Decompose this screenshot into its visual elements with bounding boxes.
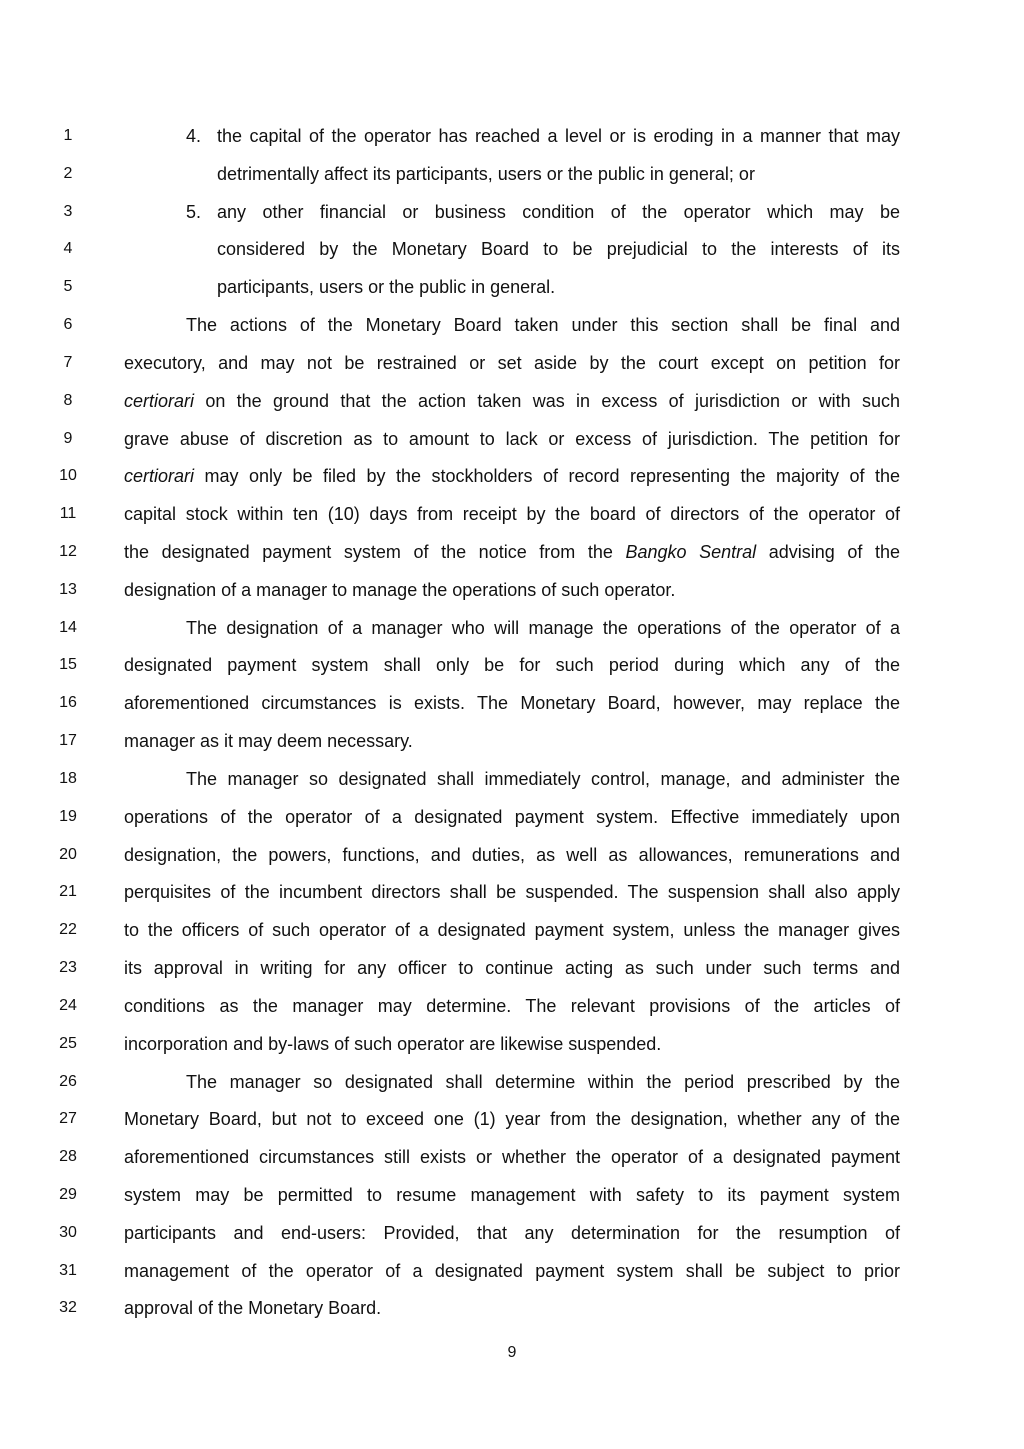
document-line (0, 1072, 1024, 1110)
line-number: 32 (59, 1299, 77, 1317)
document-line (0, 315, 1024, 353)
line-number: 31 (59, 1261, 77, 1279)
line-text (124, 504, 900, 524)
line-text (124, 693, 900, 713)
text-run: participants and end-users: Provided, that any determination for the resumption of (124, 1222, 900, 1243)
line-number: 28 (59, 1148, 77, 1166)
line-text (124, 920, 900, 940)
line-number: 25 (59, 1034, 77, 1052)
line-number: 22 (59, 921, 77, 939)
text-run: incorporation and by-laws of such operator are likewise suspended. (124, 1033, 662, 1054)
document-line (0, 693, 1024, 731)
line-number: 26 (59, 1072, 77, 1090)
line-text (124, 655, 900, 675)
text-run: The actions of the Monetary Board taken under this section shall be final and (186, 315, 900, 336)
line-text (124, 807, 900, 827)
document-line (0, 1223, 1024, 1261)
document-line (0, 958, 1024, 996)
document-line (0, 391, 1024, 429)
text-run: operations of the operator of a designated payment system. Effective immediately upon (124, 806, 900, 827)
line-text (124, 429, 900, 449)
line-number: 29 (59, 1185, 77, 1203)
line-number: 20 (59, 845, 77, 863)
document-line (0, 202, 1024, 240)
text-run: any other financial or business condition of the operator which may be (217, 201, 900, 222)
text-run: designated payment system shall only be for such period during which any of the (124, 655, 900, 676)
line-text (124, 353, 900, 373)
text-run: considered by the Monetary Board to be prejudicial to the interests of its (217, 239, 900, 260)
line-text (186, 315, 900, 335)
line-text (124, 1147, 900, 1167)
document-line (0, 466, 1024, 504)
italic-text: certiorari (124, 466, 195, 487)
text-run: the designated payment system of the notice from the (124, 542, 626, 563)
text-run: participants, users or the public in general. (217, 277, 556, 298)
document-line (0, 731, 1024, 769)
list-item-number: 4. (186, 126, 202, 146)
text-run: may only be filed by the stockholders of record representing the majority of the (194, 466, 900, 487)
line-number: 24 (59, 996, 77, 1014)
text-run: The designation of a manager who will manage the operations of the operator of a (186, 617, 900, 638)
line-text (217, 164, 900, 184)
text-run: aforementioned circumstances still exists or whether the operator of a designated payment (124, 1147, 900, 1168)
line-number: 11 (59, 505, 77, 523)
text-run: detrimentally affect its participants, users or the public in general; or (217, 163, 755, 184)
line-text (124, 731, 900, 751)
text-run: Monetary Board, but not to exceed one (1) year from the designation, whether any of the (124, 1109, 900, 1130)
line-number: 30 (59, 1223, 77, 1241)
line-number: 16 (59, 694, 77, 712)
text-run: manager as it may deem necessary. (124, 731, 413, 752)
line-number: 23 (59, 959, 77, 977)
line-number: 4 (63, 240, 73, 258)
document-line (0, 807, 1024, 845)
document-line (0, 655, 1024, 693)
text-run: advising of the (756, 542, 900, 563)
text-run: the capital of the operator has reached a level or is eroding in a manner that may (217, 126, 900, 146)
text-run: The manager so designated shall immediately control, manage, and administer the (186, 768, 900, 789)
list-item-number: 5. (186, 201, 202, 222)
line-number: 7 (63, 353, 73, 371)
italic-text: Bangko Sentral (625, 542, 757, 563)
document-line (0, 1261, 1024, 1299)
line-number: 14 (59, 618, 77, 636)
line-number: 8 (63, 391, 73, 409)
text-run: to the officers of such operator of a designated payment system, unless the manager gives (124, 920, 900, 941)
line-text (124, 1185, 900, 1205)
document-line (0, 429, 1024, 467)
document-line (0, 277, 1024, 315)
line-number: 19 (59, 807, 77, 825)
line-number: 21 (59, 883, 77, 901)
text-run: conditions as the manager may determine. The relevant provisions of the articles of (124, 995, 900, 1016)
text-run: system may be permitted to resume management with safety to its payment system (124, 1184, 900, 1205)
text-run: executory, and may not be restrained or set aside by the court except on petition for (124, 352, 900, 373)
document-line (0, 996, 1024, 1034)
line-text (124, 845, 900, 865)
italic-text: certiorari (124, 390, 195, 411)
line-text (124, 1223, 900, 1243)
document-line (0, 845, 1024, 883)
text-run: capital stock within ten (10) days from receipt by the board of directors of the operator of (124, 504, 900, 525)
document-line (0, 239, 1024, 277)
line-text (217, 239, 900, 259)
line-text (124, 1261, 900, 1281)
line-text (124, 958, 900, 978)
line-text (124, 580, 900, 600)
document-line (0, 126, 1024, 164)
line-number: 9 (63, 429, 73, 447)
text-run: aforementioned circumstances is exists. The Monetary Board, however, may replace the (124, 693, 900, 714)
text-run: approval of the Monetary Board. (124, 1298, 382, 1319)
document-line (0, 1109, 1024, 1147)
line-text (124, 1298, 900, 1318)
document-line (0, 1147, 1024, 1185)
line-number: 27 (59, 1110, 77, 1128)
line-number: 10 (59, 467, 77, 485)
line-number: 17 (59, 732, 77, 750)
line-text (186, 1072, 900, 1092)
text-run: its approval in writing for any officer to continue acting as such under such terms and (124, 958, 900, 979)
text-run: management of the operator of a designated payment system shall be subject to prior (124, 1260, 900, 1281)
text-run: designation, the powers, functions, and duties, as well as allowances, remunerations and (124, 844, 900, 865)
line-text (124, 1109, 900, 1129)
line-text (186, 618, 900, 638)
line-number: 6 (63, 316, 73, 334)
line-number: 13 (59, 580, 77, 598)
document-line (0, 618, 1024, 656)
line-number: 1 (63, 127, 73, 144)
text-run: designation of a manager to manage the operations of such operator. (124, 579, 676, 600)
line-text (186, 769, 900, 789)
text-run: The manager so designated shall determine within the period prescribed by the (186, 1071, 900, 1092)
line-number: 12 (59, 543, 77, 561)
line-text (124, 1034, 900, 1054)
document-line (0, 542, 1024, 580)
line-text (217, 277, 900, 297)
line-text (124, 466, 900, 486)
line-number: 5 (63, 278, 73, 296)
text-run: on the ground that the action taken was in excess of jurisdiction or with such (194, 390, 900, 411)
document-line (0, 164, 1024, 202)
document-line (0, 1034, 1024, 1072)
document-line (0, 580, 1024, 618)
line-text (186, 126, 900, 146)
document-line (0, 504, 1024, 542)
text-run: perquisites of the incumbent directors shall be suspended. The suspension shall also apply (124, 882, 900, 903)
document-line (0, 353, 1024, 391)
line-text (124, 542, 900, 562)
text-run: grave abuse of discretion as to amount to lack or excess of jurisdiction. The petition for (124, 428, 900, 449)
line-text (124, 391, 900, 411)
line-text (124, 882, 900, 902)
line-number: 3 (63, 202, 73, 220)
document-line (0, 920, 1024, 958)
line-number: 2 (63, 164, 73, 182)
line-number: 18 (59, 769, 77, 787)
document-line (0, 769, 1024, 807)
page-number: 9 (507, 1344, 517, 1361)
document-line (0, 882, 1024, 920)
document-line (0, 1185, 1024, 1223)
line-text (186, 202, 900, 222)
line-text (124, 996, 900, 1016)
line-number: 15 (59, 656, 77, 674)
document-line (0, 1298, 1024, 1336)
